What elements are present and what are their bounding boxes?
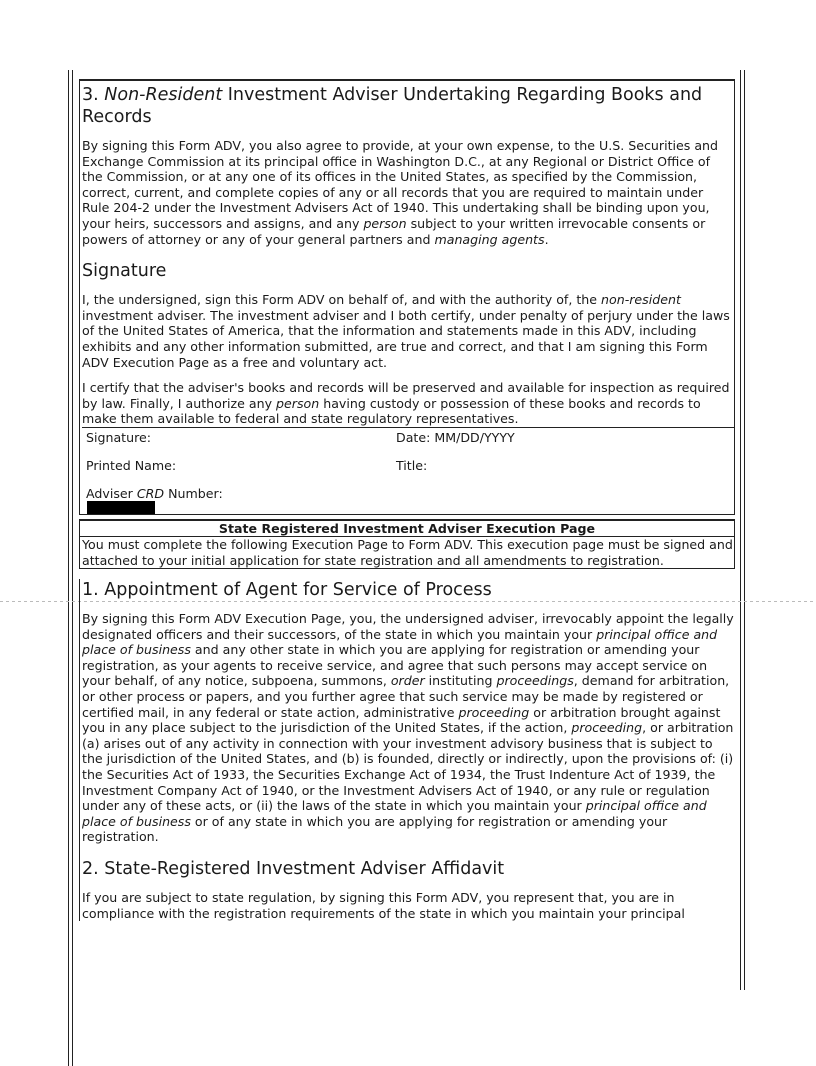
- printed-name-field[interactable]: Printed Name:: [86, 457, 177, 473]
- signature-fields: [82, 427, 734, 514]
- books-records-certification-text: I certify that the adviser's books and records will be preserved and available for inspection as required by law. Finally, I authorize any person having custody or possession of these books and records to make them available to federal and state regulatory representatives.: [82, 380, 730, 427]
- left-margin-rule-inner: [72, 70, 73, 1066]
- right-margin-rule-inner: [744, 70, 745, 990]
- left-margin-rule: [68, 70, 69, 1066]
- section-3-text: By signing this Form ADV, you also agree to provide, at your own expense, to the U.S. Securities and Exchange Commission at its principal office in Washington D.C., at any Regional or District Office of the Commission, or at any one of its offices in the United States, as specified by the Commission, correct, current, and complete copies of any or all records that you are required to maintain under Rule 204-2 under the Investment Advisers Act of 1940. This undertaking shall be binding upon you, your heirs, successors and assigns, and any person subject to your written irrevocable consents or powers of attorney or any of your general partners and managing agents.: [82, 138, 719, 247]
- state-execution-intro: You must complete the following Execution Page to Form ADV. This execution page must be signed and attached to your initial application for state registration and all amendments to registration.: [82, 536, 733, 568]
- section-3-title: 3. Non-Resident Investment Adviser Undertaking Regarding Books and Records: [82, 85, 703, 127]
- signature-field[interactable]: Signature:: [86, 429, 151, 445]
- redaction-block: [87, 501, 155, 514]
- section-2-title: 2. State-Registered Investment Adviser Affidavit: [82, 859, 505, 879]
- section-2-text: If you are subject to state regulation, by signing this Form ADV, you represent that, you are in compliance with the registration requirements of the state in which you maintain your principal: [82, 890, 685, 921]
- state-execution-header: State Registered Investment Adviser Execution Page: [80, 521, 734, 537]
- section-1-text: By signing this Form ADV Execution Page, you, the undersigned adviser, irrevocably appoint the legally designated officers and their successors, of the state in which you maintain your principal office and place of business and any other state in which you are applying for registration or amending your registration, as your agents to receive service, and agree that such persons may accept service on your behalf, of any notice, subpoena, summons, order instituting proceedings, demand for arbitration, or other process or papers, and you further agree that such service may be made by registered or certified mail, in any federal or state action, administrative proceeding or arbitration brought against you in any place subject to the jurisdiction of the United States, if the action, proceeding, or arbitration (a) arises out of any activity in connection with your investment advisory business that is subject to the jurisdiction of the United States, and (b) is founded, directly or indirectly, upon the provisions of: (i) the Securities Act of 1933, the Securities Exchange Act of 1934, the Trust Indenture Act of 1939, the Investment Company Act of 1940, or the Investment Advisers Act of 1940, or any rule or regulation under any of these acts, or (ii) the laws of the state in which you maintain your principal office and place of business or of any state in which you are applying for registration or amending your registration.: [82, 611, 734, 845]
- section-1-title: 1. Appointment of Agent for Service of Process: [82, 580, 492, 601]
- section-3-box: [79, 79, 735, 515]
- crd-number-field[interactable]: Adviser CRD Number:: [82, 484, 734, 514]
- form-page: [79, 79, 735, 921]
- signature-title: Signature: [82, 261, 167, 282]
- state-sections: [79, 579, 735, 921]
- state-execution-box: [79, 519, 735, 569]
- title-field[interactable]: Title:: [396, 457, 428, 473]
- date-field[interactable]: Date: MM/DD/YYYY: [396, 429, 515, 445]
- right-margin-rule: [740, 70, 741, 990]
- signature-certification-text: I, the undersigned, sign this Form ADV on behalf of, and with the authority of, the non-resident investment adviser. The investment adviser and I both certify, under penalty of perjury under the laws of the United States of America, that the information and statements made in this ADV, including exhibits and any other information submitted, are true and correct, and that I am signing this Form ADV Execution Page as a free and voluntary act.: [82, 292, 730, 370]
